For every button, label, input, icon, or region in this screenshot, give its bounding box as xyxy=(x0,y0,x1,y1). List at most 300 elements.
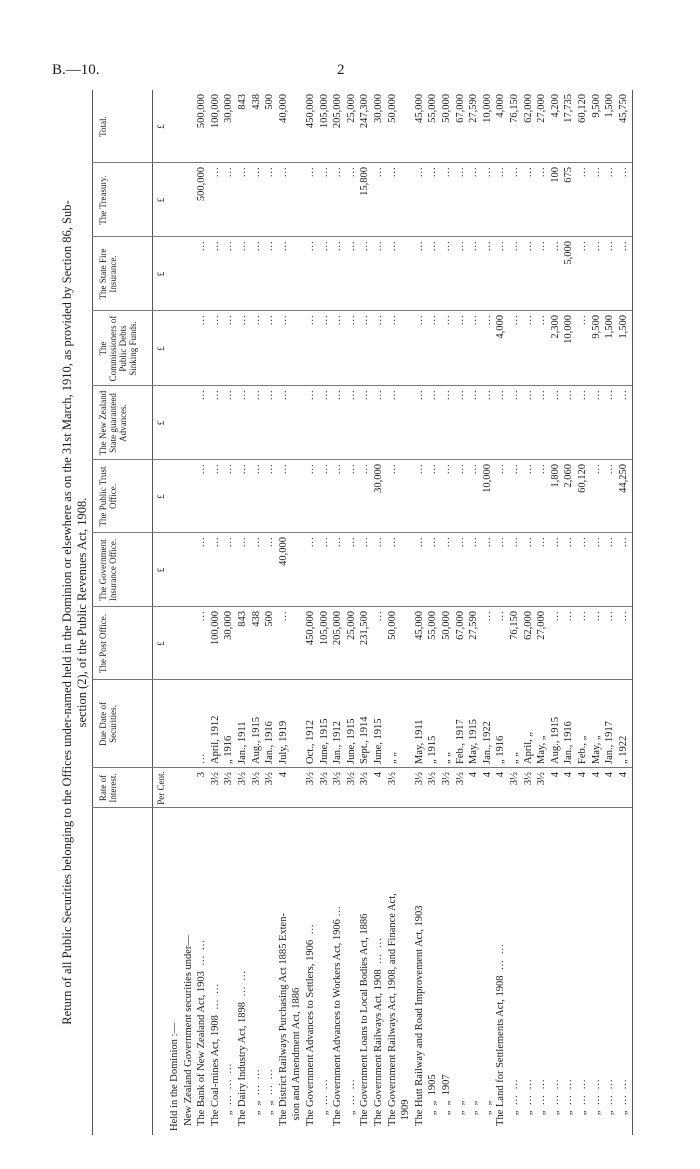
cell-gio: … xyxy=(318,537,330,548)
cell-gio: … xyxy=(305,537,316,548)
cell-nzsga: … xyxy=(359,390,371,401)
column-header-cpd: The Commissioners of Public Debts Sinking Funds. xyxy=(98,315,138,382)
cell-due: June, 1915 xyxy=(345,718,357,764)
cell-due: „ „ xyxy=(441,752,452,764)
cell-rate: 4 xyxy=(617,772,629,778)
column-header-rate: Rate of Interest. xyxy=(98,773,118,803)
cell-sfi: … xyxy=(427,241,439,252)
cell-due: „ 1922 xyxy=(617,735,629,764)
cell-sec: The Government Loans to Local Bodies Act, 1886 xyxy=(359,913,371,1131)
cell-nzsga: … xyxy=(495,390,507,401)
cell-rate: 3½ xyxy=(250,772,262,786)
cell-rate: 4 xyxy=(549,772,561,778)
cell-gio: … xyxy=(522,537,534,548)
cell-post: 450,000 xyxy=(305,611,316,646)
cell-post: 25,000 xyxy=(345,611,357,640)
cell-sec: „ … … … xyxy=(223,1063,235,1131)
unit-cpd: £ xyxy=(156,346,166,351)
cell-nzsga: … xyxy=(209,390,221,401)
cell-rate: 4 xyxy=(277,772,289,778)
cell-pto: … xyxy=(454,464,466,475)
cell-trs: … xyxy=(590,167,602,178)
cell-gio: … xyxy=(359,537,371,548)
cell-pto: … xyxy=(237,464,248,475)
cell-rate: 3½ xyxy=(509,772,520,786)
cell-gio: … xyxy=(563,537,575,548)
cell-pto: … xyxy=(386,464,398,475)
cell-total: 76,150 xyxy=(509,94,520,123)
cell-post: 100,000 xyxy=(209,611,221,646)
cell-total: 50,000 xyxy=(386,94,398,123)
cell-pto: … xyxy=(509,464,520,475)
cell-total: 55,000 xyxy=(427,94,439,123)
cell-pto: … xyxy=(536,464,548,475)
cell-cpd: … xyxy=(413,315,425,326)
cell-rate: 4 xyxy=(563,772,575,778)
cell-sfi: … xyxy=(495,241,507,252)
cell-rate: 3½ xyxy=(305,772,316,786)
cell-sfi: … xyxy=(454,241,466,252)
cell-pto: … xyxy=(277,464,289,475)
cell-due: Jan., 1916 xyxy=(264,721,276,764)
unit-nzsga: £ xyxy=(156,420,166,426)
unit-trs: £ xyxy=(156,197,166,203)
cell-trs: … xyxy=(318,167,330,178)
cell-due: … xyxy=(196,753,208,764)
cell-sec: „ … … xyxy=(509,1079,520,1131)
cell-post: … xyxy=(617,611,629,622)
cell-rate: 3½ xyxy=(318,772,330,786)
cell-nzsga: … xyxy=(373,390,384,401)
column-rule xyxy=(92,532,632,533)
document-code: B.—10. xyxy=(52,62,100,78)
cell-pto: … xyxy=(413,464,425,475)
column-rule xyxy=(92,162,632,163)
cell-total: 30,000 xyxy=(223,94,235,123)
cell-trs: … xyxy=(209,167,221,178)
cell-cpd: … xyxy=(454,315,466,326)
cell-rate: 4 xyxy=(373,772,384,778)
cell-rate: 3½ xyxy=(441,772,452,786)
column-rule xyxy=(92,310,632,311)
cell-total: 4,000 xyxy=(495,94,507,118)
cell-post: 55,000 xyxy=(427,611,439,640)
cell-due: July, 1919 xyxy=(277,720,289,764)
cell-gio: … xyxy=(237,537,248,548)
cell-sec: „ „ xyxy=(454,1100,466,1131)
cell-due: Feb., „ xyxy=(577,735,588,764)
cell-cpd: 1,500 xyxy=(604,315,616,339)
cell-due: „ 1916 xyxy=(495,735,507,764)
cell-gio: … xyxy=(509,537,520,548)
cell-due: „ „ xyxy=(386,752,398,764)
table-title-line1: Return of all Public Securities belonging to the Offices under-named held in the Dominion or elsewhere as on the 31st March, 1910, as provided by Section 86, Sub- xyxy=(60,200,74,1025)
cell-gio: … xyxy=(577,537,588,548)
cell-nzsga: … xyxy=(454,390,466,401)
cell-sfi: … xyxy=(318,241,330,252)
cell-nzsga: … xyxy=(305,390,316,401)
cell-due: May, „ xyxy=(590,735,602,764)
column-header-trs: The Treasury. xyxy=(98,175,108,225)
cell-due: Feb., 1917 xyxy=(454,719,466,764)
cell-sec: „ … … xyxy=(345,1079,357,1131)
cell-rate: 4 xyxy=(590,772,602,778)
cell-sec: „ … … xyxy=(563,1079,575,1131)
cell-pto: … xyxy=(359,464,371,475)
cell-sec: „ „ xyxy=(481,1100,493,1131)
cell-pto: … xyxy=(441,464,452,475)
cell-nzsga: … xyxy=(318,390,330,401)
cell-sfi: … xyxy=(509,241,520,252)
cell-total: 27,000 xyxy=(536,94,548,123)
cell-trs: 100 xyxy=(549,167,561,183)
cell-sfi: 5,000 xyxy=(563,241,575,265)
cell-rate: 4 xyxy=(577,772,588,778)
cell-sfi: … xyxy=(604,241,616,252)
cell-pto: … xyxy=(264,464,276,475)
cell-sec: „ „ 1905 xyxy=(427,1074,439,1131)
cell-cpd: 1,500 xyxy=(617,315,629,339)
cell-post: 50,000 xyxy=(386,611,398,640)
cell-gio: … xyxy=(345,537,357,548)
cell-gio: … xyxy=(264,537,276,548)
cell-post: … xyxy=(577,611,588,622)
cell-sec: The Land for Settlements Act, 1908 … … xyxy=(495,943,507,1131)
cell-trs: … xyxy=(468,167,480,178)
column-rule xyxy=(92,385,632,386)
cell-sec: The Government Advances to Workers Act, 1906 … xyxy=(332,905,344,1131)
cell-due: June, 1915 xyxy=(373,718,384,764)
cell-total: 10,000 xyxy=(481,94,493,123)
cell-sfi: … xyxy=(413,241,425,252)
cell-sfi: … xyxy=(522,241,534,252)
cell-sec: „ … … xyxy=(318,1079,330,1131)
cell-trs: … xyxy=(277,167,289,178)
cell-sfi: … xyxy=(617,241,629,252)
cell-sec: 1909 xyxy=(400,1099,412,1131)
cell-cpd: … xyxy=(237,315,248,326)
cell-due: Aug., 1915 xyxy=(250,717,262,764)
cell-gio: 40,000 xyxy=(277,537,289,566)
cell-nzsga: … xyxy=(332,390,344,401)
cell-gio: … xyxy=(536,537,548,548)
cell-rate: 3½ xyxy=(223,772,235,786)
rule-top xyxy=(92,90,93,1135)
cell-rate: 3½ xyxy=(413,772,425,786)
cell-trs: … xyxy=(617,167,629,178)
cell-sec: „ … … xyxy=(536,1079,548,1131)
cell-cpd: 10,000 xyxy=(563,315,575,344)
cell-post: 45,000 xyxy=(413,611,425,640)
cell-sfi: … xyxy=(209,241,221,252)
cell-total: 100,000 xyxy=(209,94,221,129)
cell-trs: … xyxy=(522,167,534,178)
cell-gio: … xyxy=(604,537,616,548)
cell-due: Jan., 1912 xyxy=(332,721,344,764)
cell-gio: … xyxy=(590,537,602,548)
table-title-line2: section (2), of the Public Revenues Act, 1908. xyxy=(75,497,89,728)
cell-cpd: … xyxy=(332,315,344,326)
cell-trs: … xyxy=(386,167,398,178)
cell-due: Jan., 1911 xyxy=(237,721,248,764)
cell-trs: … xyxy=(237,167,248,178)
cell-post: … xyxy=(196,611,208,622)
column-header-total: Total. xyxy=(98,116,108,137)
unit-gio: £ xyxy=(156,567,166,573)
cell-sfi: … xyxy=(536,241,548,252)
cell-sfi: … xyxy=(577,241,588,252)
cell-trs: … xyxy=(345,167,357,178)
cell-sfi: … xyxy=(549,241,561,252)
cell-gio: … xyxy=(332,537,344,548)
cell-cpd: … xyxy=(468,315,480,326)
cell-nzsga: … xyxy=(617,390,629,401)
cell-cpd: 9,500 xyxy=(590,315,602,339)
cell-gio: … xyxy=(386,537,398,548)
cell-nzsga: … xyxy=(522,390,534,401)
cell-trs: … xyxy=(495,167,507,178)
cell-pto: 2,060 xyxy=(563,464,575,488)
cell-trs: … xyxy=(454,167,466,178)
column-header-post: The Post Office. xyxy=(98,613,108,674)
cell-gio: … xyxy=(441,537,452,548)
cell-total: 450,000 xyxy=(305,94,316,129)
cell-cpd: … xyxy=(359,315,371,326)
column-rule xyxy=(92,807,632,808)
cell-sec: The Government Advances to Settlers, 1906 … xyxy=(305,924,316,1131)
cell-cpd: … xyxy=(264,315,276,326)
cell-cpd: … xyxy=(427,315,439,326)
cell-nzsga: … xyxy=(441,390,452,401)
cell-post: … xyxy=(590,611,602,622)
cell-post: … xyxy=(373,611,384,622)
cell-rate: 4 xyxy=(495,772,507,778)
cell-due: April, 1912 xyxy=(209,715,221,764)
cell-rate: 3½ xyxy=(536,772,548,786)
cell-pto: … xyxy=(345,464,357,475)
cell-cpd: … xyxy=(318,315,330,326)
cell-pto: … xyxy=(196,464,208,475)
cell-trs: … xyxy=(604,167,616,178)
cell-pto: 60,120 xyxy=(577,464,588,493)
cell-total: 45,000 xyxy=(413,94,425,123)
cell-cpd: … xyxy=(522,315,534,326)
cell-due: Jan., 1917 xyxy=(604,721,616,764)
cell-pto: … xyxy=(223,464,235,475)
cell-post: … xyxy=(604,611,616,622)
cell-trs: … xyxy=(413,167,425,178)
cell-due: May, „ xyxy=(536,735,548,764)
cell-trs: … xyxy=(509,167,520,178)
cell-nzsga: … xyxy=(509,390,520,401)
cell-sfi: … xyxy=(373,241,384,252)
cell-due: „ „ xyxy=(509,752,520,764)
cell-post: … xyxy=(563,611,575,622)
cell-sfi: … xyxy=(264,241,276,252)
cell-trs: 675 xyxy=(563,167,575,183)
cell-nzsga: … xyxy=(604,390,616,401)
cell-sec: Held in the Dominion :— xyxy=(169,1023,180,1131)
cell-sec: The Bank of New Zealand Act, 1903 … … xyxy=(196,939,208,1131)
cell-nzsga: … xyxy=(536,390,548,401)
cell-trs: … xyxy=(223,167,235,178)
cell-cpd: … xyxy=(481,315,493,326)
cell-total: 500 xyxy=(264,94,276,110)
cell-post: 105,000 xyxy=(318,611,330,646)
cell-sec: „ … … xyxy=(549,1079,561,1131)
cell-total: 17,735 xyxy=(563,94,575,123)
cell-gio: … xyxy=(549,537,561,548)
column-rule xyxy=(92,679,632,680)
cell-post: … xyxy=(549,611,561,622)
cell-cpd: … xyxy=(209,315,221,326)
cell-post: 843 xyxy=(237,611,248,627)
cell-due: „ 1915 xyxy=(427,735,439,764)
cell-sec: „ „ 1907 xyxy=(441,1074,452,1131)
cell-sfi: … xyxy=(223,241,235,252)
cell-trs: … xyxy=(481,167,493,178)
cell-sec: „ … … xyxy=(590,1079,602,1131)
cell-due: Aug., 1915 xyxy=(549,717,561,764)
cell-post: 27,590 xyxy=(468,611,480,640)
cell-pto: … xyxy=(332,464,344,475)
cell-post: 50,000 xyxy=(441,611,452,640)
cell-total: 25,000 xyxy=(345,94,357,123)
cell-post: 30,000 xyxy=(223,611,235,640)
cell-cpd: … xyxy=(345,315,357,326)
cell-total: 9,500 xyxy=(590,94,602,118)
cell-total: 62,000 xyxy=(522,94,534,123)
cell-sec: The Hutt Railway and Road Improvement Act, 1903 xyxy=(413,905,425,1131)
cell-gio: … xyxy=(468,537,480,548)
cell-pto: 1,800 xyxy=(549,464,561,488)
cell-post: 231,500 xyxy=(359,611,371,646)
cell-total: 205,000 xyxy=(332,94,344,129)
cell-pto: 10,000 xyxy=(481,464,493,493)
cell-cpd: … xyxy=(250,315,262,326)
cell-sfi: … xyxy=(332,241,344,252)
cell-nzsga: … xyxy=(590,390,602,401)
rule-header xyxy=(152,90,153,1135)
cell-sfi: … xyxy=(196,241,208,252)
column-header-gio: The Government Insurance Office. xyxy=(98,538,118,602)
cell-nzsga: … xyxy=(468,390,480,401)
cell-sfi: … xyxy=(359,241,371,252)
cell-trs: … xyxy=(264,167,276,178)
cell-nzsga: … xyxy=(237,390,248,401)
cell-cpd: … xyxy=(577,315,588,326)
cell-total: 438 xyxy=(250,94,262,110)
cell-total: 500,000 xyxy=(196,94,208,129)
cell-due: „ 1916 xyxy=(223,735,235,764)
cell-cpd: 2,300 xyxy=(549,315,561,339)
cell-total: 1,500 xyxy=(604,94,616,118)
cell-cpd: … xyxy=(536,315,548,326)
cell-due: Sept., 1914 xyxy=(359,716,371,764)
cell-post: 438 xyxy=(250,611,262,627)
column-header-pto: The Public Trust Office. xyxy=(98,466,118,527)
cell-sfi: … xyxy=(441,241,452,252)
cell-pto: … xyxy=(250,464,262,475)
cell-sec: „ „ … … xyxy=(264,1069,276,1131)
cell-sfi: … xyxy=(305,241,316,252)
cell-rate: 3½ xyxy=(454,772,466,786)
cell-total: 60,120 xyxy=(577,94,588,123)
cell-total: 30,000 xyxy=(373,94,384,123)
cell-post: 500 xyxy=(264,611,276,627)
cell-gio: … xyxy=(223,537,235,548)
cell-due: April, „ xyxy=(522,731,534,764)
cell-nzsga: … xyxy=(563,390,575,401)
column-header-sfi: The State Fire Insurance. xyxy=(98,248,118,300)
cell-sfi: … xyxy=(237,241,248,252)
cell-rate: 4 xyxy=(481,772,493,778)
cell-sfi: … xyxy=(250,241,262,252)
cell-trs: … xyxy=(332,167,344,178)
cell-gio: … xyxy=(495,537,507,548)
cell-gio: … xyxy=(427,537,439,548)
cell-cpd: … xyxy=(196,315,208,326)
column-header-sec xyxy=(98,811,150,1132)
cell-pto: 44,250 xyxy=(617,464,629,493)
cell-rate: 3½ xyxy=(237,772,248,786)
cell-nzsga: … xyxy=(481,390,493,401)
cell-trs: 15,800 xyxy=(359,167,371,196)
unit-total: £ xyxy=(156,124,166,129)
column-header-due: Due Date of Securities. xyxy=(98,702,118,746)
cell-trs: … xyxy=(373,167,384,178)
cell-sec: sion and Amendment Act, 1886 xyxy=(291,987,303,1131)
cell-trs: … xyxy=(250,167,262,178)
cell-gio: … xyxy=(481,537,493,548)
column-header-nzsga: The New Zealand State guaranteed Advances. xyxy=(98,390,128,456)
cell-sec: „ … … xyxy=(604,1079,616,1131)
cell-cpd: 4,000 xyxy=(495,315,507,339)
cell-sfi: … xyxy=(386,241,398,252)
cell-pto: … xyxy=(495,464,507,475)
cell-rate: 3½ xyxy=(345,772,357,786)
cell-sec: The Coal-mines Act, 1908 … … xyxy=(209,983,221,1131)
cell-post: 205,000 xyxy=(332,611,344,646)
cell-cpd: … xyxy=(223,315,235,326)
cell-trs: 500,000 xyxy=(196,167,208,202)
cell-nzsga: … xyxy=(250,390,262,401)
cell-post: … xyxy=(481,611,493,622)
cell-nzsga: … xyxy=(345,390,357,401)
cell-post: 67,000 xyxy=(454,611,466,640)
cell-total: 105,000 xyxy=(318,94,330,129)
cell-nzsga: … xyxy=(413,390,425,401)
cell-nzsga: … xyxy=(264,390,276,401)
cell-due: June, 1915 xyxy=(318,718,330,764)
cell-due: May, 1911 xyxy=(413,719,425,764)
cell-post: … xyxy=(495,611,507,622)
cell-total: 40,000 xyxy=(277,94,289,123)
cell-gio: … xyxy=(454,537,466,548)
cell-trs: … xyxy=(536,167,548,178)
cell-gio: … xyxy=(413,537,425,548)
cell-sec: The District Railways Purchasing Act 1885 Exten- xyxy=(277,913,289,1131)
cell-nzsga: … xyxy=(549,390,561,401)
cell-gio: … xyxy=(373,537,384,548)
unit-sfi: £ xyxy=(156,271,166,277)
unit-pto: £ xyxy=(156,494,166,499)
cell-sec: „ … … xyxy=(617,1079,629,1131)
unit-post: £ xyxy=(156,641,166,646)
cell-sfi: … xyxy=(345,241,357,252)
cell-sec: The Dairy Industry Act, 1898 … … xyxy=(237,970,248,1131)
cell-pto: … xyxy=(468,464,480,475)
